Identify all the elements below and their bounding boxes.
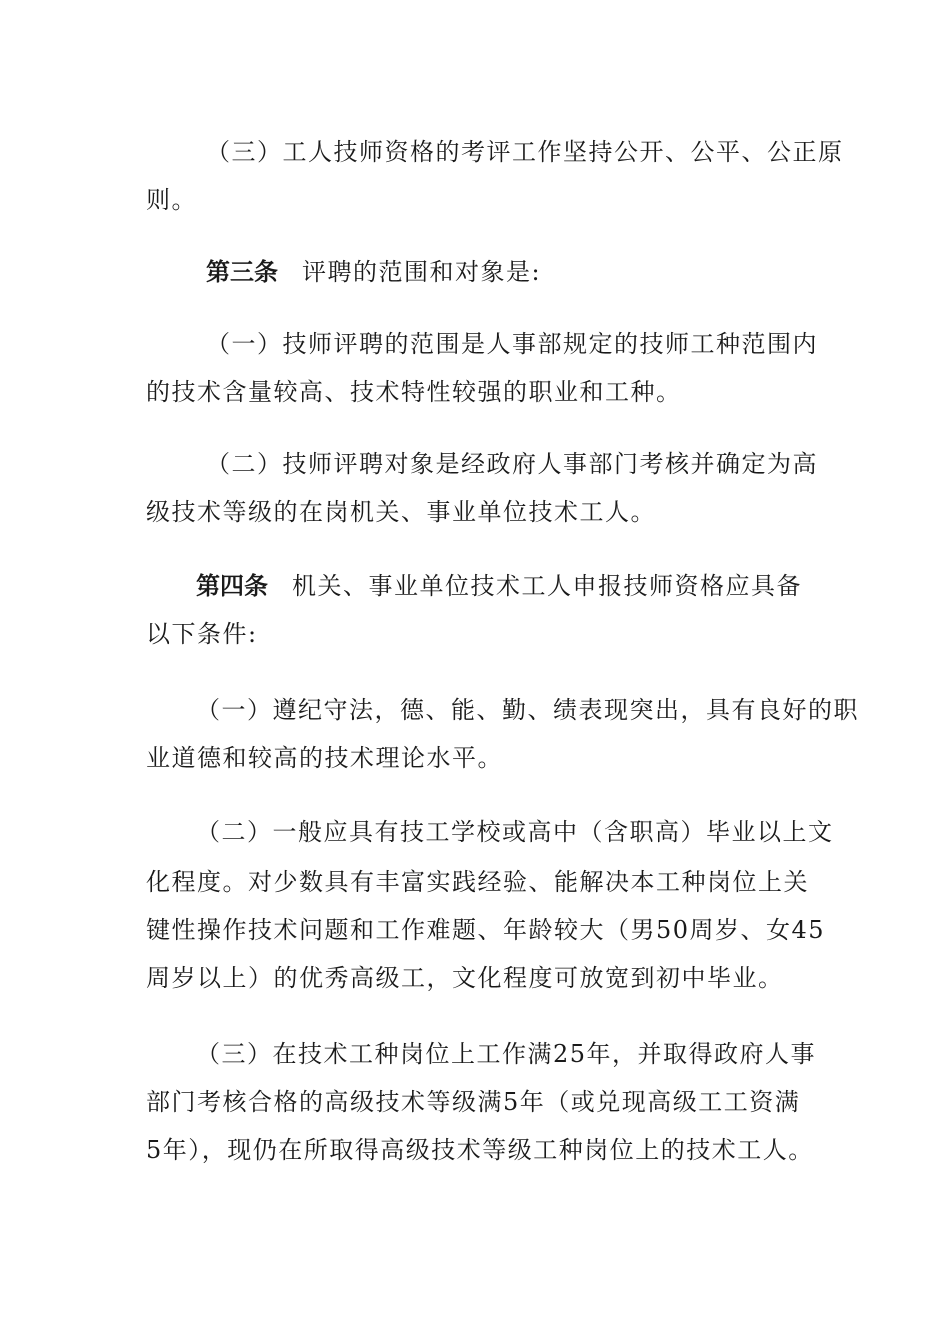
article-4-line-1 xyxy=(0,562,950,610)
paragraph-3-line-2: 则。 xyxy=(146,186,197,214)
paragraph-3-line-1: （三）工人技师资格的考评工作坚持公开、公平、公正原 xyxy=(206,138,844,166)
item-1-line-2: 的技术含量较高、技术特性较强的职业和工种。 xyxy=(146,378,682,406)
condition-2-line-4: 周岁以上）的优秀高级工，文化程度可放宽到初中毕业。 xyxy=(146,964,784,992)
article-3-line xyxy=(0,248,950,296)
article-4-line-2: 以下条件: xyxy=(146,620,258,648)
item-2-line-2: 级技术等级的在岗机关、事业单位技术工人。 xyxy=(146,498,656,526)
article-4-text: 机关、事业单位技术工人申报技师资格应具备 xyxy=(292,572,802,600)
condition-2-line-2: 化程度。对少数具有丰富实践经验、能解决本工种岗位上关 xyxy=(146,868,809,896)
condition-1-line-1: （一）遵纪守法，德、能、勤、绩表现突出，具有良好的职 xyxy=(196,696,859,724)
condition-3-line-2: 部门考核合格的高级技术等级满5年（或兑现高级工工资满 xyxy=(146,1088,801,1116)
condition-3-line-3: 5年），现仍在所取得高级技术等级工种岗位上的技术工人。 xyxy=(146,1136,814,1164)
item-2-line-1: （二）技师评聘对象是经政府人事部门考核并确定为高 xyxy=(206,450,818,478)
condition-2-line-1: （二）一般应具有技工学校或高中（含职高）毕业以上文 xyxy=(196,818,834,846)
condition-2-line-3: 键性操作技术问题和工作难题、年龄较大（男50周岁、女45 xyxy=(146,916,826,944)
condition-3-line-1: （三）在技术工种岗位上工作满25年，并取得政府人事 xyxy=(196,1040,817,1068)
article-3-text: 评聘的范围和对象是: xyxy=(302,258,542,286)
item-1-line-1: （一）技师评聘的范围是人事部规定的技师工种范围内 xyxy=(206,330,818,358)
article-4-heading: 第四条 xyxy=(196,572,268,600)
condition-1-line-2: 业道德和较高的技术理论水平。 xyxy=(146,744,503,772)
article-3-heading: 第三条 xyxy=(206,258,278,286)
